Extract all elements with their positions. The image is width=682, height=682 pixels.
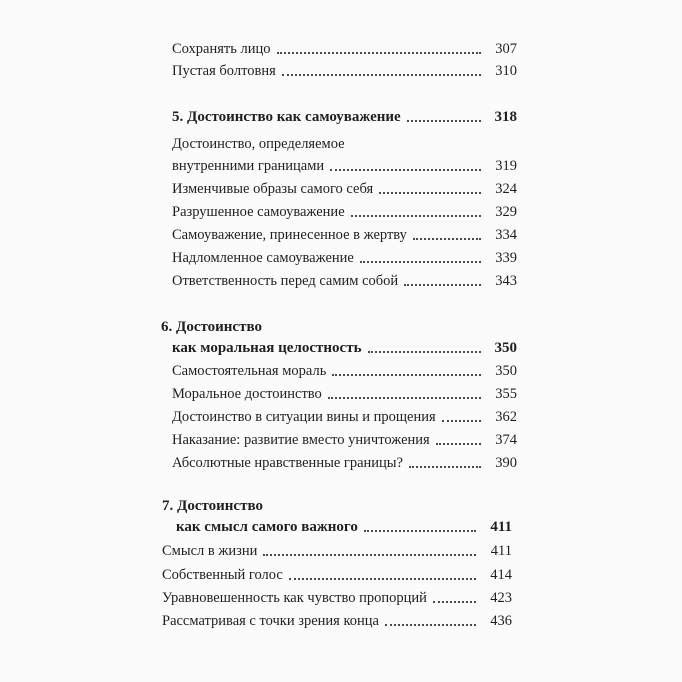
chapter-title: как моральная целостность bbox=[172, 340, 362, 356]
leader-dots bbox=[409, 466, 481, 468]
entry-title: Достоинство в ситуации вины и прощения bbox=[172, 409, 436, 425]
entry-title: Наказание: развитие вместо уничтожения bbox=[172, 432, 430, 448]
toc-entry bbox=[172, 249, 517, 267]
chapter-title: как смысл самого важного bbox=[176, 519, 358, 535]
chapter-page: 350 bbox=[494, 340, 517, 356]
toc-entry bbox=[172, 408, 517, 426]
entry-page: 310 bbox=[495, 63, 517, 79]
entry-title: Смысл в жизни bbox=[162, 543, 258, 559]
entry-page: 334 bbox=[495, 227, 517, 243]
entry-page: 414 bbox=[490, 567, 512, 583]
entry-title: Пустая болтовня bbox=[172, 63, 276, 79]
chapter-title-line: 6. Достоинство bbox=[161, 319, 262, 335]
entry-page: 355 bbox=[495, 386, 517, 402]
chapter-heading bbox=[176, 518, 512, 536]
leader-dots bbox=[407, 120, 481, 122]
entry-title: Надломленное самоуважение bbox=[172, 250, 354, 266]
leader-dots bbox=[263, 554, 476, 556]
chapter-heading bbox=[172, 339, 517, 357]
leader-dots bbox=[332, 374, 481, 376]
toc-entry bbox=[172, 431, 517, 449]
leader-dots bbox=[277, 52, 481, 54]
entry-page: 390 bbox=[495, 455, 517, 471]
entry-title: Самостоятельная мораль bbox=[172, 363, 327, 379]
entry-title: Моральное достоинство bbox=[172, 386, 322, 402]
leader-dots bbox=[404, 284, 481, 286]
leader-dots bbox=[360, 261, 481, 263]
entry-page: 436 bbox=[490, 613, 512, 629]
chapter-page: 411 bbox=[490, 519, 512, 535]
toc-entry bbox=[162, 542, 512, 560]
entry-title: Собственный голос bbox=[162, 567, 283, 583]
chapter-heading bbox=[172, 108, 517, 126]
leader-dots bbox=[330, 169, 481, 171]
entry-page: 374 bbox=[495, 432, 517, 448]
entry-page: 343 bbox=[495, 273, 517, 289]
toc-entry bbox=[172, 157, 517, 175]
toc-entry bbox=[172, 272, 517, 290]
toc-entry bbox=[172, 203, 517, 221]
toc-entry bbox=[172, 226, 517, 244]
chapter-title: 5. Достоинство как самоуважение bbox=[172, 109, 401, 125]
entry-page: 324 bbox=[495, 181, 517, 197]
toc-entry bbox=[172, 40, 517, 58]
toc-entry bbox=[172, 62, 517, 80]
chapter-page: 318 bbox=[494, 109, 517, 125]
entry-title: внутренними границами bbox=[172, 158, 325, 174]
toc-entry bbox=[172, 454, 517, 472]
entry-title: Ответственность перед самим собой bbox=[172, 273, 399, 289]
leader-dots bbox=[436, 443, 481, 445]
entry-title: Рассматривая с точки зрения конца bbox=[162, 613, 379, 629]
toc-entry bbox=[172, 180, 517, 198]
leader-dots bbox=[442, 420, 481, 422]
entry-page: 350 bbox=[495, 363, 517, 379]
leader-dots bbox=[282, 74, 481, 76]
toc-entry bbox=[172, 362, 517, 380]
entry-page: 423 bbox=[490, 590, 512, 606]
toc-entry bbox=[162, 612, 512, 630]
entry-title-line: Достоинство, определяемое bbox=[172, 136, 345, 152]
leader-dots bbox=[413, 238, 481, 240]
entry-page: 339 bbox=[495, 250, 517, 266]
entry-title: Разрушенное самоуважение bbox=[172, 204, 345, 220]
entry-page: 329 bbox=[495, 204, 517, 220]
entry-title: Уравновешенность как чувство пропорций bbox=[162, 590, 427, 606]
entry-page: 319 bbox=[495, 158, 517, 174]
leader-dots bbox=[289, 578, 476, 580]
entry-title: Абсолютные нравственные границы? bbox=[172, 455, 403, 471]
entry-title: Самоуважение, принесенное в жертву bbox=[172, 227, 407, 243]
entry-page: 307 bbox=[495, 41, 517, 57]
entry-title: Сохранять лицо bbox=[172, 41, 271, 57]
toc-entry bbox=[162, 589, 512, 607]
entry-title: Изменчивые образы самого себя bbox=[172, 181, 374, 197]
entry-page: 362 bbox=[495, 409, 517, 425]
toc-entry bbox=[162, 566, 512, 584]
leader-dots bbox=[364, 530, 476, 532]
leader-dots bbox=[385, 624, 476, 626]
leader-dots bbox=[351, 215, 481, 217]
leader-dots bbox=[379, 192, 481, 194]
entry-page: 411 bbox=[490, 543, 512, 559]
leader-dots bbox=[368, 351, 482, 353]
toc-entry bbox=[172, 385, 517, 403]
leader-dots bbox=[433, 601, 476, 603]
chapter-title-line: 7. Достоинство bbox=[162, 498, 263, 514]
leader-dots bbox=[328, 397, 481, 399]
